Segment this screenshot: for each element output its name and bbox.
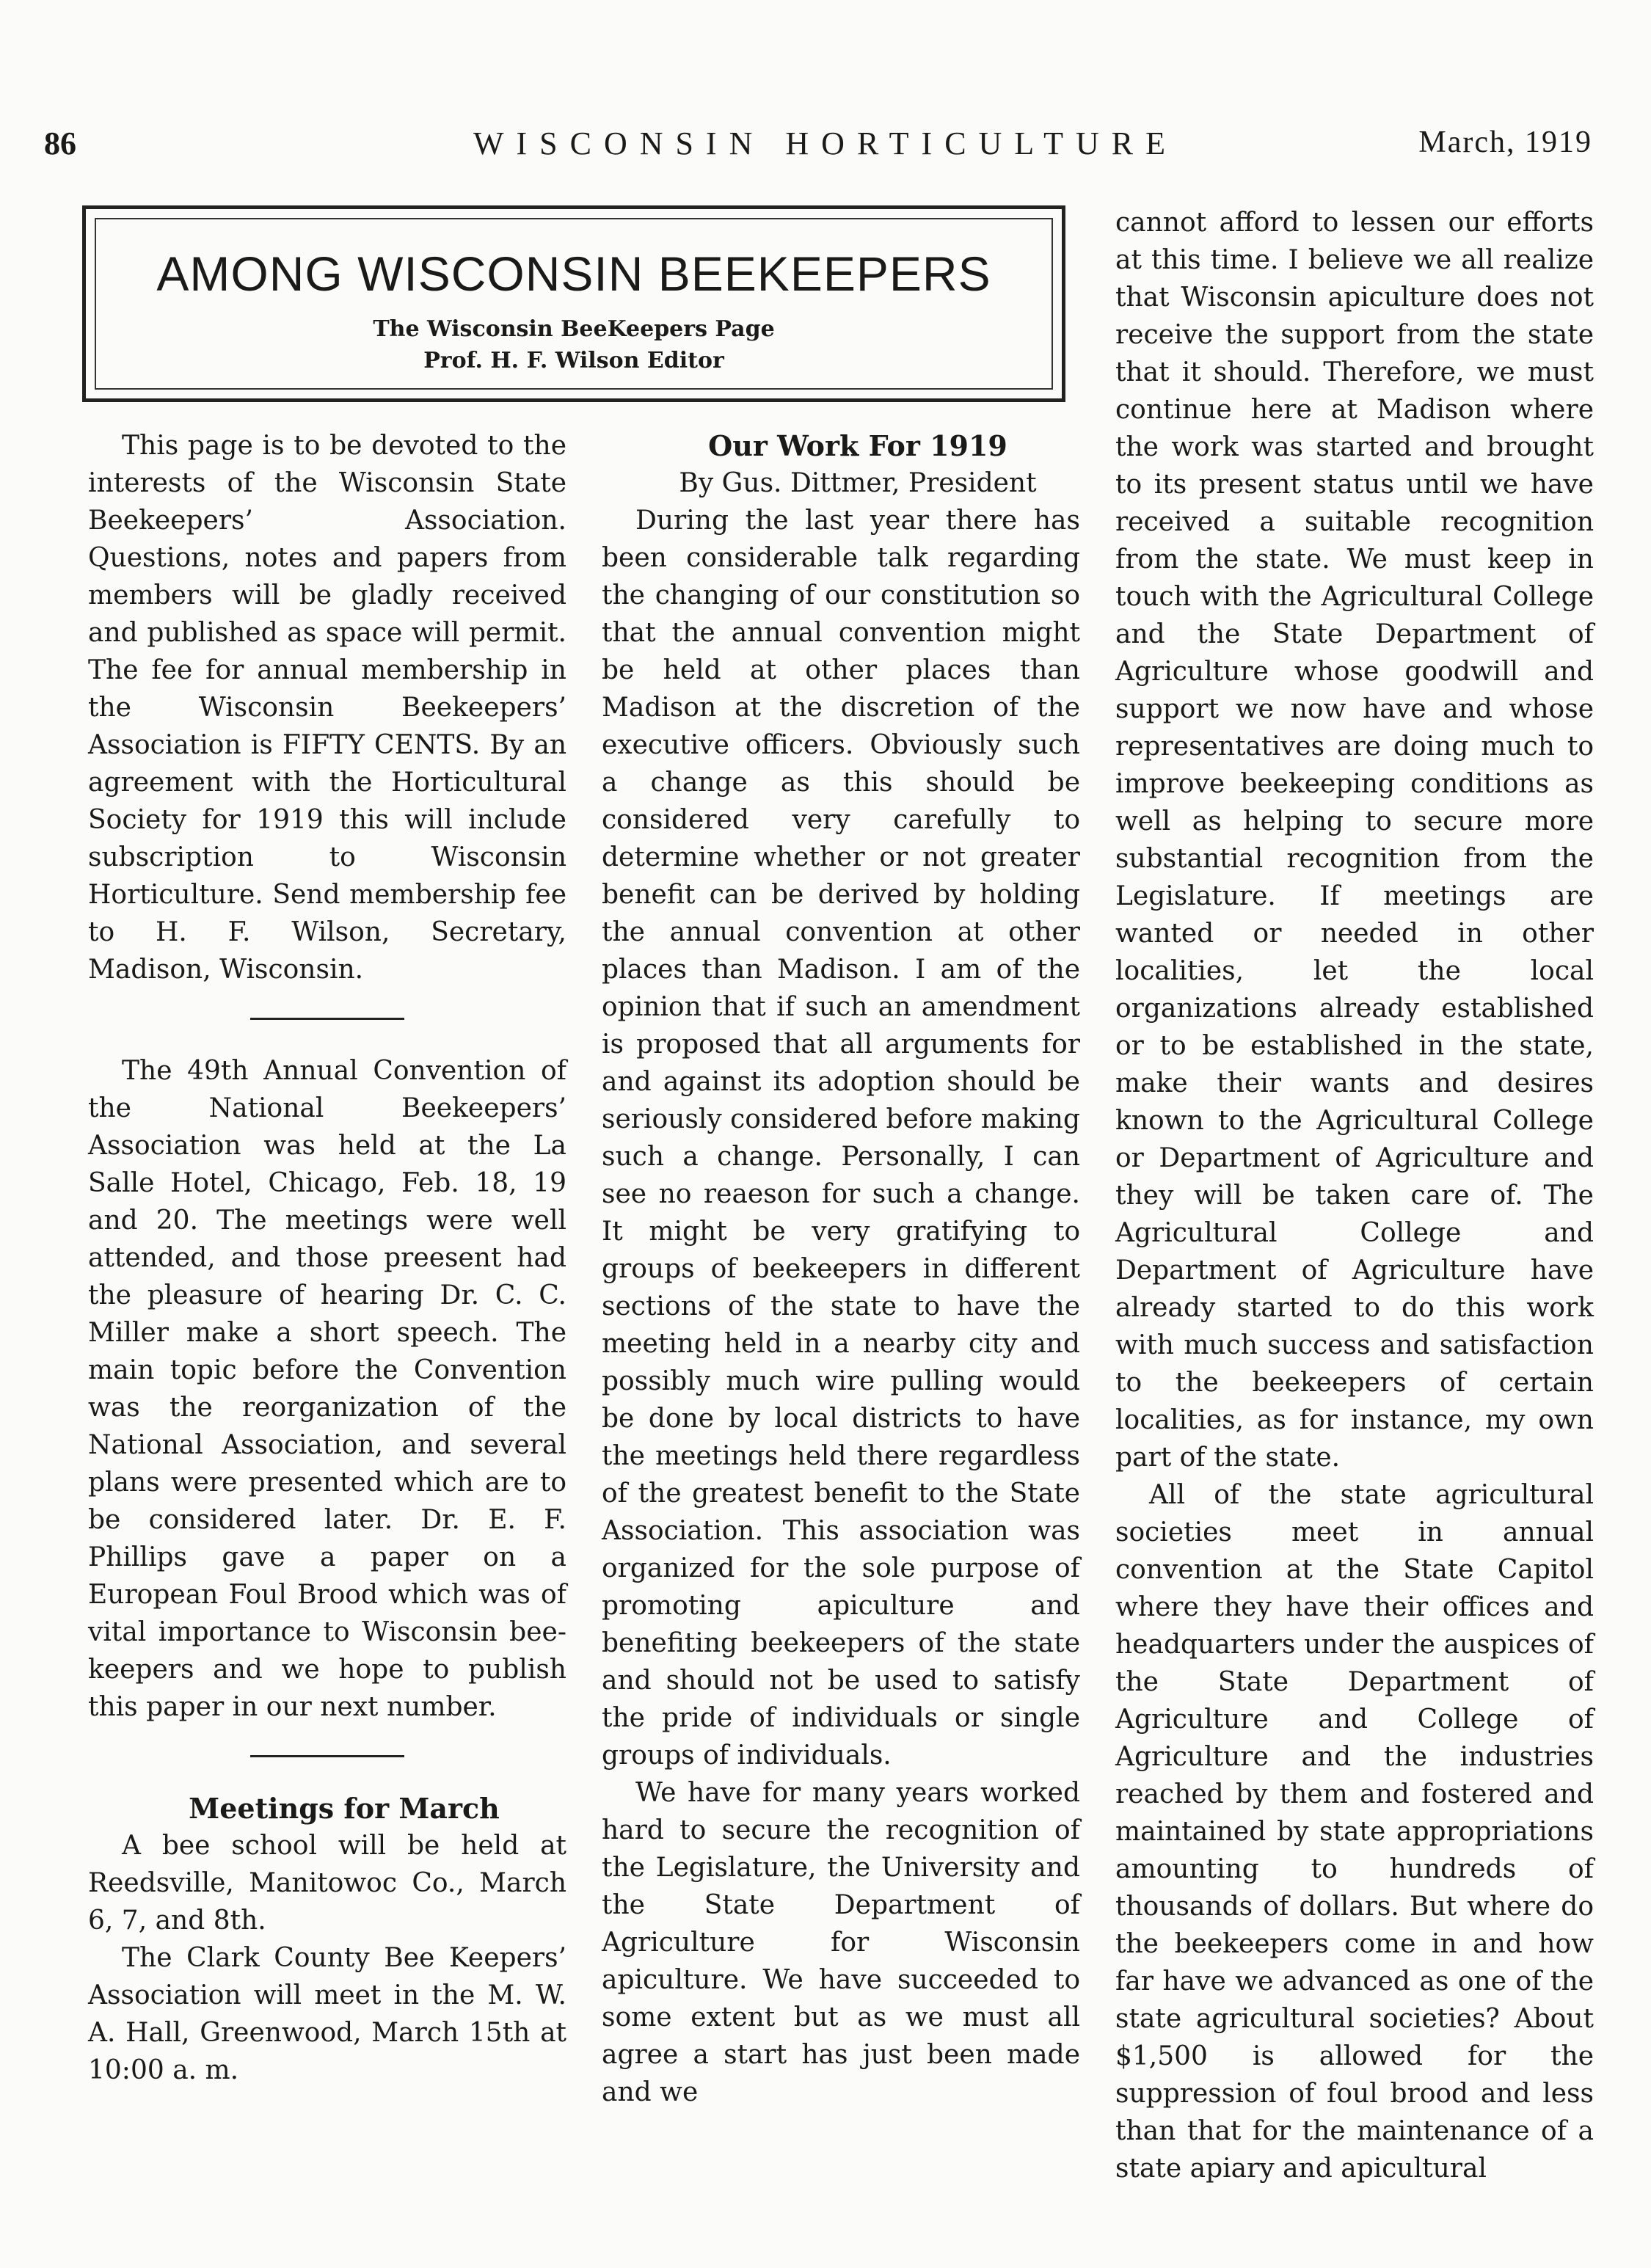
article-paragraph: During the last year there has been considerable talk regarding the changing of our constitution so that the annual convention might be held at other places than Madison at the discretion of the executive officers. Obviously such a change as this should be considered very carefully to determine whether or not greater benefit can be derived by holding the annual convention at other places than Madison. I am of the opinion that if such an amendment is proposed that all arguments for and against its adoption should be seriously considered before making such a change. Personally, I can see no reaeson for such a change. It might be very gratifying to groups of beekeepers in different sections of the state to have the meeting held in a nearby city and possibly much wire pulling would be done by local districts to have the meetings held there regardless of the greatest benefit to the State Association. This association was organized for the sole purpose of promoting apiculture and benefiting beekeepers of the state and should not be used to satisfy the pride of individuals or single groups of individuals. [602,506,1080,1771]
article-paragraph: cannot afford to lessen our efforts at this time. I believe we all realize that Wisconsin apiculture does not receive the support from the state that it should. Therefore, we must continue here at Madison where the work was started and brought to its present status until we have received a suitable recognition from the state. We must keep in touch with the Agricultural College and the State Department of Agriculture whose goodwill and support we now have and whose representatives are doing much to improve beekeeping conditions as well as helping to secure more substantial recognition from the Legislature. If meetings are wanted or needed in other localities, let the local organizations already established or to be established in the state, make their wants and desires known to the Agricultural College or Department of Agriculture and they will be taken care of. The Agricultural College and Department of Agriculture have already started to do this work with much success and satisfaction to the beekeepers of certain localities, as for instance, my own part of the state. [1115,208,1594,1473]
page-number: 86 [44,125,76,161]
running-head [0,125,1651,169]
department-editor: Prof. H. F. Wilson Editor [423,348,724,373]
article-heading: Our Work For 1919 [708,429,1007,462]
column-2 [602,427,1080,2111]
article-paragraph: We have for many years worked hard to secure the recognition of the Legislature, the University and the State Department of Agriculture for Wisconsin apiculture. We have succeeded to some extent but as we must all agree a start has just been made and we [602,1778,1080,2107]
department-masthead [82,205,1065,402]
column-1 [88,427,566,2089]
intro-paragraph: This page is to be devoted to the interests of the Wisconsin State Beekeepers’ Association. Questions, notes and papers from members will be gladly received and published as space will permit. The fee for annual membership in the Wisconsin Beekeepers’ Association is FIFTY CENTS. By an agreement with the Horticultural Society for 1919 this will include subscription to Wisconsin Horticulture. Send membership fee to H. F. Wilson, Secretary, Madison, Wisconsin. [88,431,566,985]
section-divider [250,1755,404,1757]
meetings-heading: Meetings for March [189,1792,500,1825]
column-3 [1115,204,1594,2187]
masthead-inner-frame [95,218,1053,390]
meetings-paragraph: A bee school will be held at Reedsville, Manitowoc Co., March 6, 7, and 8th. [88,1831,566,1936]
section-divider [250,1018,404,1020]
department-title: AMONG WISCONSIN BEEKEEPERS [156,247,991,301]
meetings-paragraph: The Clark County Bee Keepers’ Association will meet in the M. W. A. Hall, Greenwood, March 15th at 10:00 a. m. [88,1943,566,2085]
issue-date: March, 1919 [1418,125,1592,159]
article-paragraph: All of the state agricultural societies meet in annual convention at the State Capitol where they have their offices and headquarters under the auspices of the State Department of Agriculture and College of Agriculture and the industries reached by them and fostered and maintained by state appropriations amounting to hundreds of thousands of dollars. But where do the beekeepers come in and how far have we advanced as one of the state agricultural societies? About $1,500 is allowed for the suppression of foul brood and less than that for the maintenance of a state apiary and apicultural [1115,1480,1594,2184]
journal-title: WISCONSIN HORTICULTURE [473,125,1178,161]
convention-paragraph: The 49th Annual Convention of the National Beekeepers’ Association was held at the La Salle Hotel, Chicago, Feb. 18, 19 and 20. The meetings were well attended, and those preesent had the pleasure of hearing Dr. C. C. Miller make a short speech. The main topic before the Convention was the reorganization of the National Association, and several plans were presented which are to be considered later. Dr. E. F. Phillips gave a paper on a European Foul Brood which was of vital importance to Wisconsin bee-keepers and we hope to publish this paper in our next number. [88,1056,566,1722]
article-byline: By Gus. Dittmer, President [679,468,1037,498]
department-subtitle: The Wisconsin BeeKeepers Page [373,316,775,342]
